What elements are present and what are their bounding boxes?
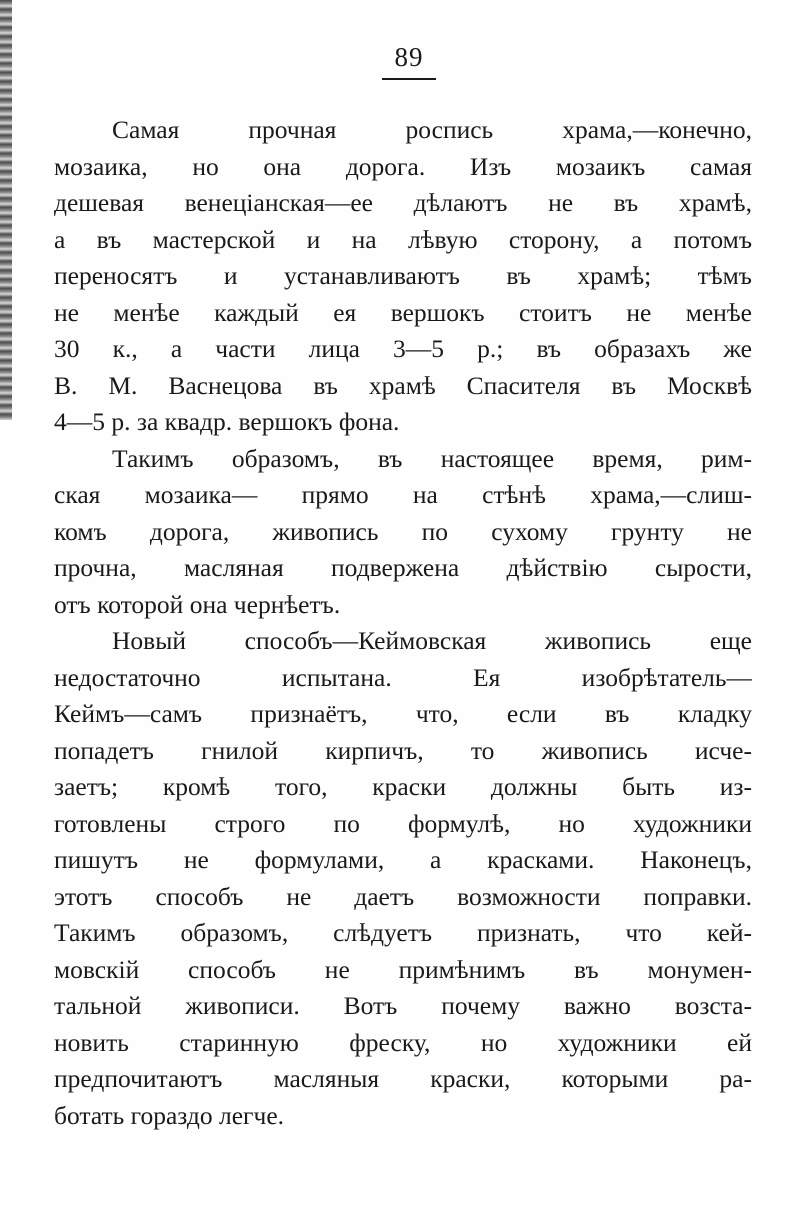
text-line: Новый способъ—Кеймовская живопись еще [112, 626, 752, 655]
text-line: комъ дорога, живопись по сухому грунту не [54, 516, 752, 546]
text-line: 4—5 р. за квадр. вершокъ фона. [54, 407, 400, 436]
text-line: новить старинную фреску, но художники ей [54, 1027, 752, 1057]
text-line: переносятъ и устанавливаютъ въ храмѣ; тѣмъ [54, 261, 752, 290]
page-number-underline [382, 78, 436, 80]
text-line: дешевая венеціанская—ее дѣлаютъ не въ храмѣ, [54, 188, 752, 217]
text-line: заетъ; кромѣ того, краски должны быть из- [54, 772, 752, 801]
text-line: 30 к., а части лица 3—5 р.; въ образахъ же [54, 334, 752, 363]
paragraph-3 [54, 623, 752, 1134]
text-line: ская мозаика— прямо на стѣнѣ храма,—слиш- [54, 480, 752, 509]
paragraph-1 [54, 112, 752, 441]
text-line: не менѣе каждый ея вершокъ стоитъ не менѣе [54, 297, 752, 327]
text-line: отъ которой она чернѣетъ. [54, 589, 341, 619]
text-line: готовлены строго по формулѣ, но художники [54, 808, 752, 838]
text-line: мовскій способъ не примѣнимъ въ монумен- [54, 954, 752, 984]
text-line: Самая прочная роспись храма,—конечно, [112, 115, 752, 144]
text-line: пишутъ не формулами, а красками. Наконецъ, [54, 845, 752, 874]
text-line: Кеймъ—самъ признаётъ, что, если въ кладку [54, 699, 752, 728]
text-line: В. М. Васнецова въ храмѣ Спасителя въ Москвѣ [54, 370, 752, 400]
text-line: а въ мастерской и на лѣвую сторону, а потомъ [54, 224, 752, 254]
text-line: тальной живописи. Вотъ почему важно возста- [54, 991, 752, 1020]
page-binding-edge [0, 0, 12, 420]
text-line: предпочитаютъ масляныя краски, которыми ра- [54, 1064, 752, 1093]
text-line: Такимъ образомъ, въ настоящее время, рим- [112, 443, 752, 473]
text-line: мозаика, но она дорога. Изъ мозаикъ самая [54, 151, 752, 181]
paragraph-2 [54, 441, 752, 624]
text-line: Такимъ образомъ, слѣдуетъ признать, что кей- [54, 918, 752, 947]
text-line: недостаточно испытана. Ея изобрѣтатель— [54, 662, 752, 692]
text-line: попадетъ гнилой кирпичъ, то живопись исче- [54, 735, 752, 765]
text-line: прочна, масляная подвержена дѣйствію сырости, [54, 553, 752, 582]
page-number: 89 [394, 42, 424, 72]
text-line: этотъ способъ не даетъ возможности поправки. [54, 881, 752, 911]
body-text [54, 112, 752, 1134]
text-line: ботать гораздо легче. [54, 1100, 285, 1130]
